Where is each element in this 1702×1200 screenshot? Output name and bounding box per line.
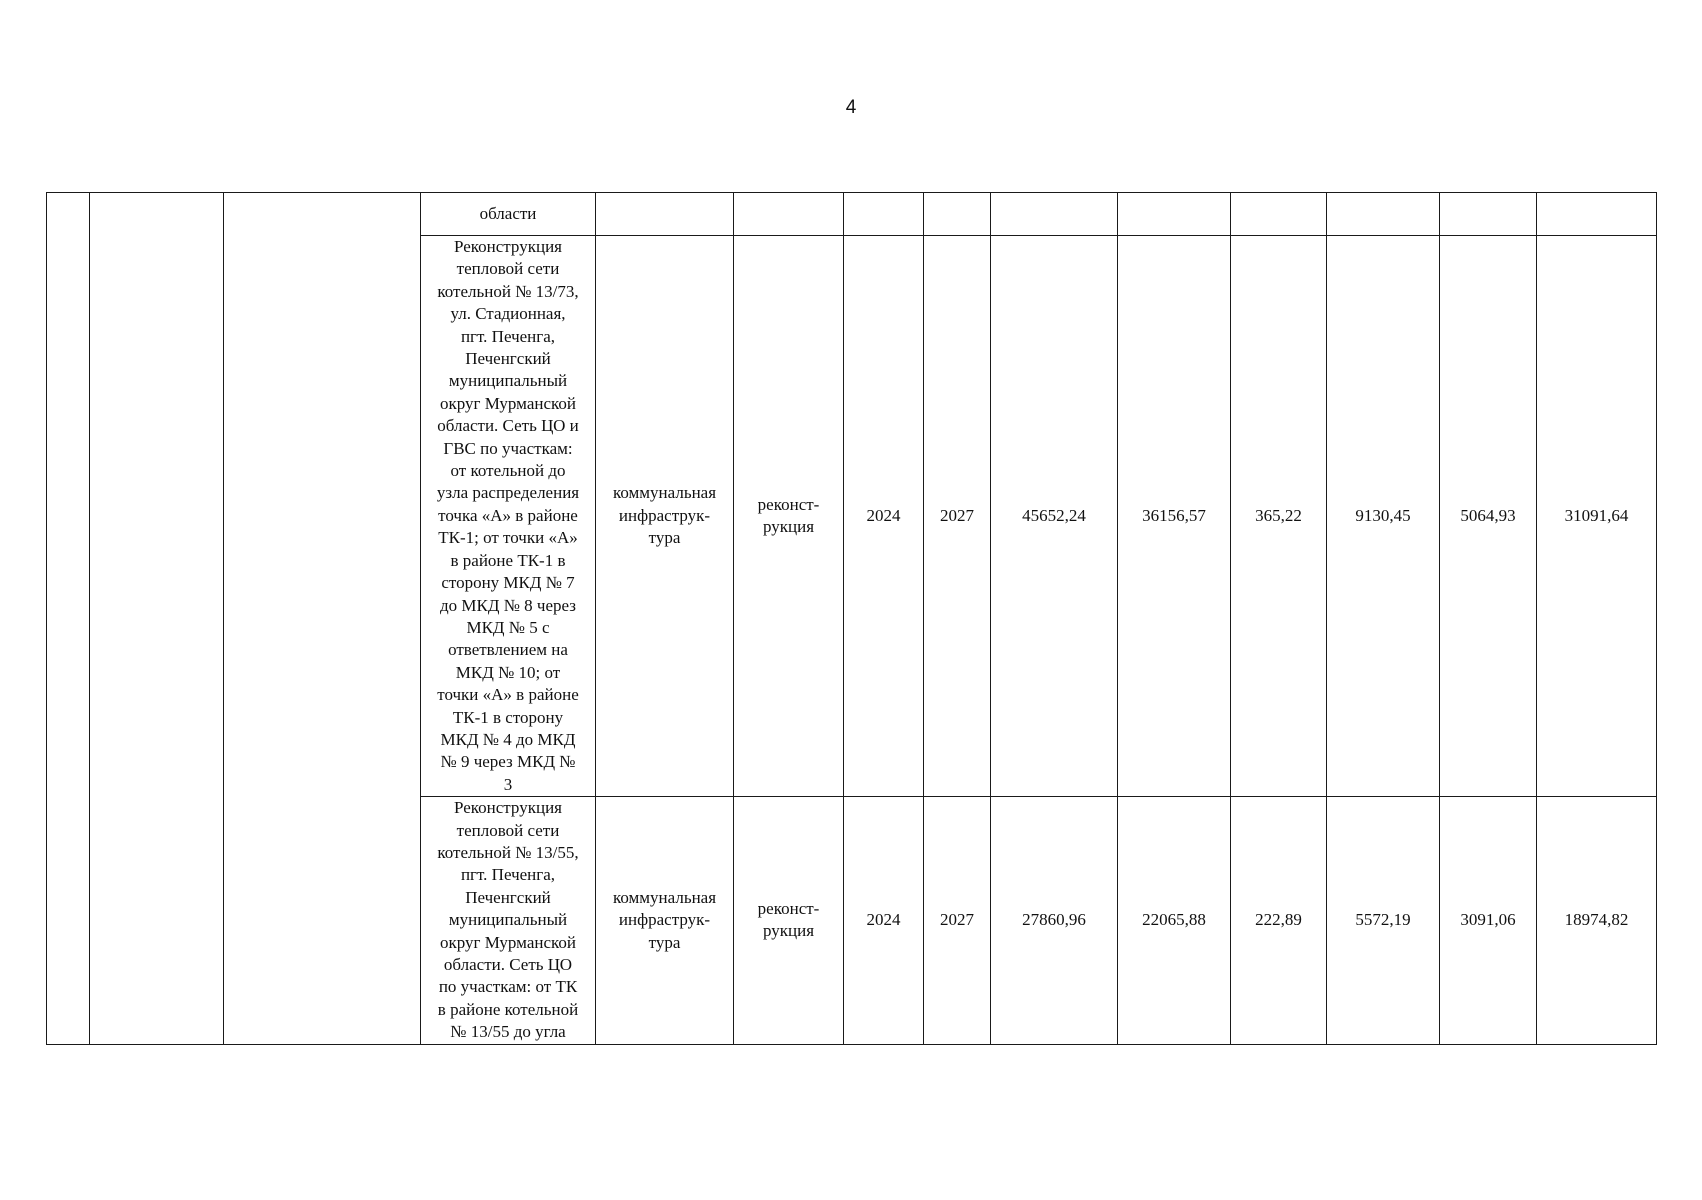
cell-empty	[991, 193, 1118, 236]
page-number: 4	[845, 97, 857, 118]
cell-sphere: коммунальная инфраструк- тура	[596, 797, 734, 1044]
cell-value: 3091,06	[1440, 797, 1537, 1044]
cell-value: 5572,19	[1327, 797, 1440, 1044]
cell-value: 18974,82	[1537, 797, 1657, 1044]
cell-object-name: области	[421, 193, 596, 236]
cell-value: 36156,57	[1118, 236, 1231, 797]
cell-empty	[1440, 193, 1537, 236]
cell-work-type: реконст- рукция	[734, 797, 844, 1044]
cell-value: 9130,45	[1327, 236, 1440, 797]
cell-start-year: 2024	[844, 236, 924, 797]
cell-value: 5064,93	[1440, 236, 1537, 797]
cell-end-year: 2027	[924, 236, 991, 797]
cell-value: 222,89	[1231, 797, 1327, 1044]
cell-value: 45652,24	[991, 236, 1118, 797]
cell-empty	[844, 193, 924, 236]
cell-empty	[1118, 193, 1231, 236]
cell-empty	[924, 193, 991, 236]
cell-empty	[1231, 193, 1327, 236]
cell-empty	[734, 193, 844, 236]
investment-table	[46, 192, 1657, 1045]
cell-sphere: коммунальная инфраструк- тура	[596, 236, 734, 797]
cell-value: 365,22	[1231, 236, 1327, 797]
cell-end-year: 2027	[924, 797, 991, 1044]
cell-empty	[596, 193, 734, 236]
cell-start-year: 2024	[844, 797, 924, 1044]
cell-value: 22065,88	[1118, 797, 1231, 1044]
table-row-continuation	[47, 193, 1657, 236]
cell-value: 27860,96	[991, 797, 1118, 1044]
cell-program-column	[90, 193, 224, 1045]
cell-object-name: Реконструкция тепловой сети котельной № 13/73, ул. Стадионная, пгт. Печенга, Печенгский муниципальный округ Мурманской области. Сеть ЦО и ГВС по участкам: от котельной до узла распределения точка «А» в районе ТК-1; от точки «А» в районе ТК-1 в сторону МКД № 7 до МКД № 8 через МКД № 5 с ответвлением на МКД № 10; от точки «А» в районе ТК-1 в сторону МКД № 4 до МКД № 9 через МКД № 3	[421, 236, 596, 797]
cell-value: 31091,64	[1537, 236, 1657, 797]
cell-project-column	[224, 193, 421, 1045]
cell-work-type: реконст- рукция	[734, 236, 844, 797]
cell-number-column	[47, 193, 90, 1045]
cell-object-name: Реконструкция тепловой сети котельной № 13/55, пгт. Печенга, Печенгский муниципальный округ Мурманской области. Сеть ЦО по участкам: от ТК в районе котельной № 13/55 до угла	[421, 797, 596, 1044]
cell-empty	[1537, 193, 1657, 236]
cell-empty	[1327, 193, 1440, 236]
